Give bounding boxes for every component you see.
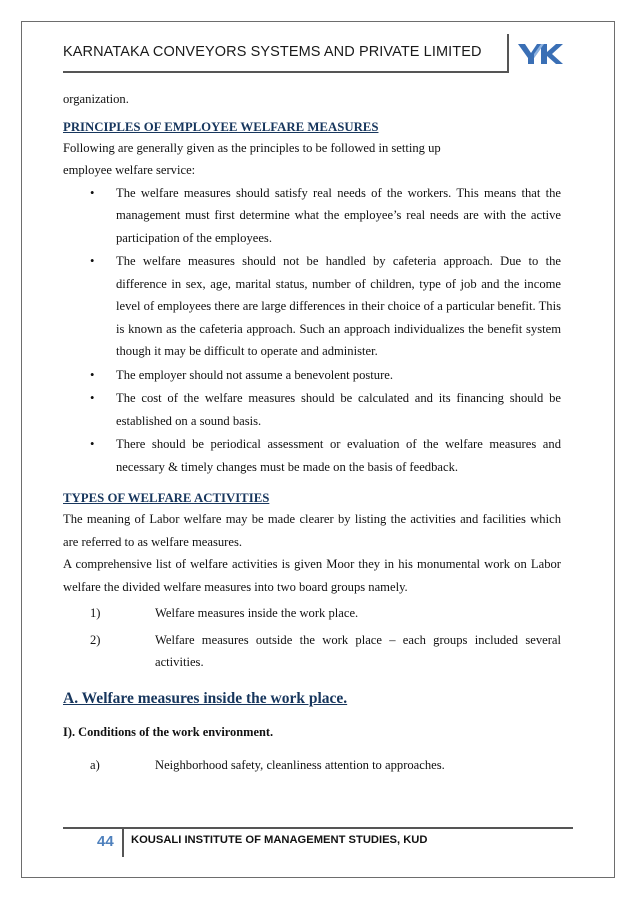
types-heading: TYPES OF WELFARE ACTIVITIES [63,491,270,505]
principles-heading: PRINCIPLES OF EMPLOYEE WELFARE MEASURES [63,119,379,134]
list-item [63,364,561,387]
footer-divider [122,827,124,857]
header-title: KARNATAKA CONVEYORS SYSTEMS AND PRIVATE LIMITED [63,44,482,60]
list-item [63,754,561,777]
header-rule [63,71,509,73]
company-logo-icon [514,38,564,68]
principle-text-1: The welfare measures should satisfy real needs of the workers. This means that the management must first determine what the employee’s real needs are with the active participation of the employees. [116,185,561,245]
bullet-icon: • [90,437,95,451]
list-item [63,433,561,478]
item-number: 1) [90,606,101,620]
item-text: Welfare measures outside the work place – each groups included several activities. [155,632,561,669]
principles-lead-line-1: Following are generally given as the principles to be followed in setting up [63,140,441,155]
section-a-subheading: I). Conditions of the work environment. [63,724,274,739]
bullet-icon: • [90,391,95,405]
list-item [63,182,561,250]
item-text: Welfare measures inside the work place. [155,606,359,620]
principle-text-4: The cost of the welfare measures should be calculated and its financing should be established on a sound basis. [116,391,561,428]
intro-fragment: organization. [63,92,129,106]
page-header [63,28,573,82]
principles-lead-line-2: employee welfare service: [63,163,196,177]
list-item [63,250,561,363]
page-footer [63,827,573,863]
principle-text-3: The employer should not assume a benevolent posture. [116,367,393,382]
principles-list [63,182,561,479]
header-divider [507,34,509,72]
list-item [63,629,561,674]
footer-rule [63,827,573,829]
item-number: a) [90,757,100,772]
list-item [63,387,561,432]
types-paragraph-1: The meaning of Labor welfare may be made clearer by listing the activities and facilities which are referred to as welfare measures. [63,512,561,549]
section-a-heading: A. Welfare measures inside the work place. [63,689,348,707]
principle-text-5: There should be periodical assessment or evaluation of the welfare measures and necessary & timely changes must be made on the basis of feedback. [116,437,561,474]
types-paragraph-2: A comprehensive list of welfare activities is given Moor they in his monumental work on Labor welfare the divided welfare measures into two board groups namely. [63,557,561,594]
principle-text-2: The welfare measures should not be handled by cafeteria approach. Due to the difference in sex, age, marital status, number of children, type of job and the income level of employees there are large differences in their choice of a particular benefit. This is known as the cafeteria approach. Such an approach individualizes the benefit system though it may be difficult to operate and administer. [116,254,561,358]
item-text: Neighborhood safety, cleanliness attention to approaches. [155,757,445,772]
bullet-icon: • [90,254,95,268]
page-number: 44 [97,833,114,850]
list-item [63,602,561,625]
item-number: 2) [90,632,101,647]
footer-institute: KOUSALI INSTITUTE OF MANAGEMENT STUDIES, KUD [131,834,428,846]
document-body [63,88,561,776]
bullet-icon: • [90,185,95,200]
bullet-icon: • [90,367,95,382]
